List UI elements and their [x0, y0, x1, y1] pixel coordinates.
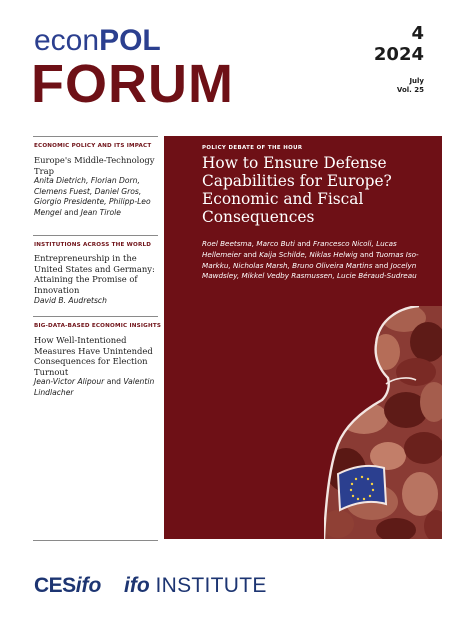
feature-label: POLICY DEBATE OF THE HOUR: [202, 145, 303, 151]
authors-text: Jocelyn Mawdsley, Mikkel Vedby Rasmussen, Lucie Béraud-Sudreau: [202, 260, 417, 281]
authors-and: and: [243, 249, 257, 259]
authors-text: Kaija Schilde, Niklas Helwig: [259, 249, 358, 259]
issue-month: July: [409, 77, 424, 85]
article-title-entrepreneurship[interactable]: Entrepreneurship in the United States and Germany: Attaining the Promise of Innovation: [34, 253, 155, 295]
soldier-illustration: [324, 306, 442, 539]
eu-flag-armband-icon: [338, 466, 386, 510]
authors-text: Valentin Lindlacher: [34, 377, 155, 397]
article-title-middle-technology[interactable]: Europe's Middle-Technology Trap: [34, 155, 155, 176]
logo-ifo-text: ifo: [124, 574, 150, 597]
feature-title[interactable]: How to Ensure Defense Capabilities for Europe? Economic and Fiscal Consequences: [202, 154, 392, 226]
authors-and: and: [64, 207, 79, 217]
article-authors-election-turnout: [34, 377, 164, 398]
masthead-econpol: [34, 26, 161, 56]
logo-institute-text: INSTITUTE: [155, 574, 267, 597]
authors-text: Tuomas Iso-Markku, Nicholas Marsh, Bruno Oliveira Martins: [202, 249, 419, 270]
cesifo-logo: [34, 575, 101, 597]
logo-ifo-text: ifo: [75, 574, 102, 597]
authors-and: and: [359, 249, 374, 259]
feature-authors: [202, 239, 438, 282]
divider: [33, 235, 158, 236]
section-label-economic-policy: ECONOMIC POLICY AND ITS IMPACT: [34, 143, 152, 149]
issue-volume: Vol. 25: [396, 86, 424, 94]
authors-and: and: [106, 377, 121, 386]
authors-text: Anita Dietrich, Florian Dorn, Clemens Fuest, Daniel Gros, Giorgio Presidente, Philipp-Leo Mengel: [34, 176, 151, 217]
masthead-pol: POL: [99, 24, 161, 57]
article-authors-middle-technology: [34, 176, 164, 218]
authors-text: Roel Beetsma, Marco Buti: [202, 239, 295, 248]
divider: [33, 316, 158, 317]
ifo-institute-logo: [124, 575, 267, 597]
section-label-institutions: INSTITUTIONS ACROSS THE WORLD: [34, 242, 152, 248]
article-title-election-turnout[interactable]: How Well-Intentioned Measures Have Unintended Consequences for Election Turnout: [34, 335, 153, 377]
issue-number: 4: [411, 23, 424, 44]
authors-text: Jean-Victor Alipour: [34, 377, 105, 386]
authors-text: Jean Tirole: [80, 207, 121, 217]
masthead-forum: FORUM: [31, 54, 234, 114]
authors-and: and: [374, 260, 389, 270]
article-authors-entrepreneurship: David B. Audretsch: [34, 296, 107, 305]
issue-year: 2024: [373, 44, 424, 65]
divider: [33, 540, 158, 541]
section-label-big-data: BIG-DATA-BASED ECONOMIC INSIGHTS: [34, 323, 162, 329]
logo-ces-text: CES: [34, 574, 76, 597]
authors-and: and: [297, 239, 311, 248]
authors-text: Francesco Nicoli, Lucas Hellemeier: [202, 239, 397, 259]
divider: [33, 136, 158, 137]
feature-panel: [164, 136, 442, 539]
masthead-econ: econ: [34, 24, 100, 57]
